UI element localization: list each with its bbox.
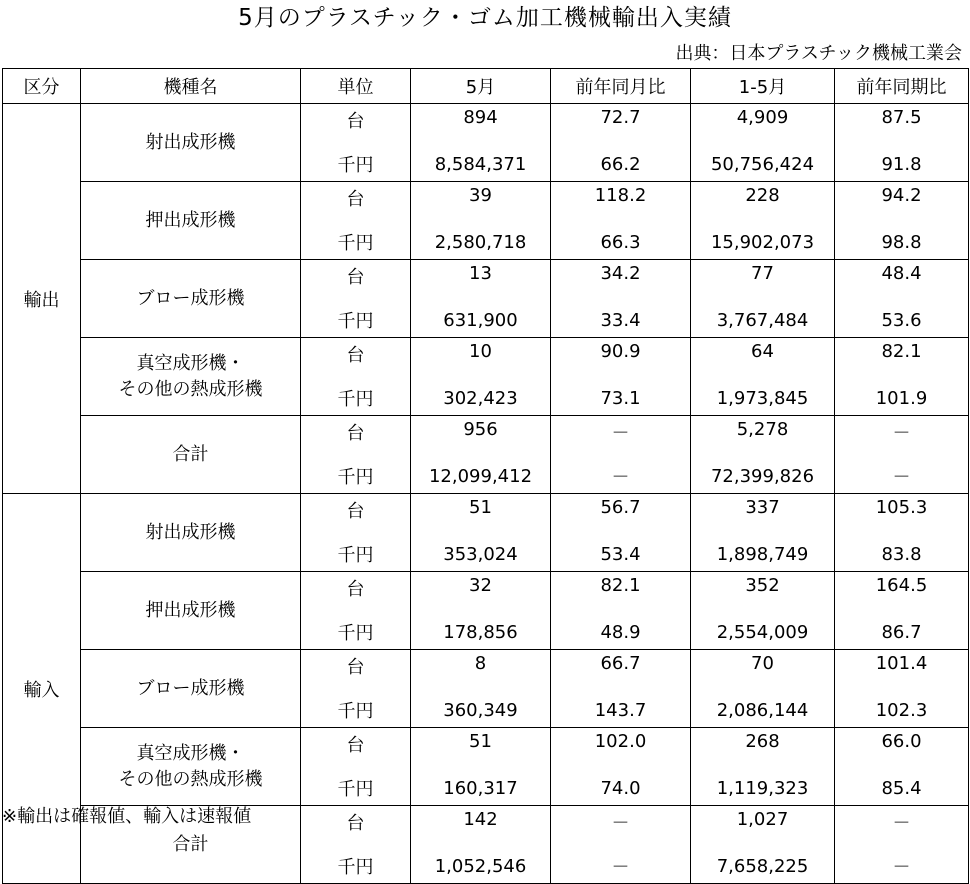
yoy-period-value: 98.8 (835, 219, 969, 260)
may-value: 142 (411, 806, 551, 844)
yoy-month-value: 73.1 (551, 375, 691, 416)
may-value: 360,349 (411, 687, 551, 728)
may-value: 12,099,412 (411, 453, 551, 494)
yoy-month-value: 143.7 (551, 687, 691, 728)
yoy-period-value: 82.1 (835, 338, 969, 376)
table-row (3, 260, 969, 298)
may-value: 51 (411, 494, 551, 532)
table-body (3, 104, 969, 884)
yoy-month-value: 66.7 (551, 650, 691, 688)
unit-cell: 千円 (301, 375, 411, 416)
ytd-value: 268 (691, 728, 835, 766)
machine-name-line: 合計 (172, 833, 209, 855)
machine-name (81, 494, 301, 572)
may-value: 39 (411, 182, 551, 220)
unit-cell: 千円 (301, 219, 411, 260)
machine-name (81, 182, 301, 260)
yoy-month-value: 90.9 (551, 338, 691, 376)
machine-name-line: 射出成形機 (145, 131, 236, 153)
may-value: 178,856 (411, 609, 551, 650)
footnote: ※輸出は確報値、輸入は速報値 (2, 806, 252, 827)
unit-cell: 台 (301, 650, 411, 688)
yoy-period-value: 101.4 (835, 650, 969, 688)
yoy-month-value: 74.0 (551, 765, 691, 806)
table-row (3, 104, 969, 142)
table-row (3, 416, 969, 454)
may-value: 353,024 (411, 531, 551, 572)
page-title: 5月のプラスチック・ゴム加工機械輸出入実績 (238, 5, 732, 31)
table-row (3, 338, 969, 376)
header-unit: 単位 (301, 69, 411, 104)
yoy-period-value: 105.3 (835, 494, 969, 532)
unit-cell: 千円 (301, 765, 411, 806)
may-value: 302,423 (411, 375, 551, 416)
ytd-value: 1,119,323 (691, 765, 835, 806)
ytd-value: 77 (691, 260, 835, 298)
yoy-period-value: － (835, 843, 969, 884)
machine-name-line: 押出成形機 (145, 599, 236, 621)
may-value: 631,900 (411, 297, 551, 338)
yoy-period-value: 85.4 (835, 765, 969, 806)
trade-table (2, 68, 969, 884)
ytd-value: 2,086,144 (691, 687, 835, 728)
ytd-value: 1,973,845 (691, 375, 835, 416)
ytd-value: 352 (691, 572, 835, 610)
yoy-month-value: 56.7 (551, 494, 691, 532)
header-ytd: 1-5月 (691, 69, 835, 104)
may-value: 13 (411, 260, 551, 298)
yoy-period-value: 86.7 (835, 609, 969, 650)
ytd-value: 1,898,749 (691, 531, 835, 572)
may-value: 2,580,718 (411, 219, 551, 260)
may-value: 32 (411, 572, 551, 610)
yoy-period-value: 66.0 (835, 728, 969, 766)
machine-name-line: 合計 (172, 443, 209, 465)
may-value: 956 (411, 416, 551, 454)
yoy-period-value: － (835, 806, 969, 844)
machine-name (81, 260, 301, 338)
ytd-value: 72,399,826 (691, 453, 835, 494)
yoy-period-value: 48.4 (835, 260, 969, 298)
ytd-value: 4,909 (691, 104, 835, 142)
machine-name-line: 真空成形機・ (136, 352, 245, 374)
unit-cell: 千円 (301, 141, 411, 182)
source-credit: 出典：日本プラスチック機械工業会 (675, 43, 962, 64)
yoy-period-value: 101.9 (835, 375, 969, 416)
unit-cell: 台 (301, 806, 411, 844)
may-value: 8 (411, 650, 551, 688)
header-may: 5月 (411, 69, 551, 104)
yoy-period-value: 91.8 (835, 141, 969, 182)
header-category: 区分 (3, 69, 81, 104)
ytd-value: 5,278 (691, 416, 835, 454)
unit-cell: 台 (301, 494, 411, 532)
unit-cell: 台 (301, 260, 411, 298)
yoy-month-value: － (551, 453, 691, 494)
ytd-value: 228 (691, 182, 835, 220)
machine-name (81, 416, 301, 494)
machine-name-line: ブロー成形機 (136, 677, 245, 699)
section-label: 輸入 (3, 494, 81, 884)
yoy-period-value: 164.5 (835, 572, 969, 610)
yoy-month-value: － (551, 843, 691, 884)
may-value: 51 (411, 728, 551, 766)
yoy-month-value: 48.9 (551, 609, 691, 650)
yoy-month-value: 66.3 (551, 219, 691, 260)
unit-cell: 千円 (301, 843, 411, 884)
may-value: 894 (411, 104, 551, 142)
ytd-value: 15,902,073 (691, 219, 835, 260)
machine-name-line: 真空成形機・ (136, 742, 245, 764)
ytd-value: 64 (691, 338, 835, 376)
yoy-month-value: － (551, 416, 691, 454)
ytd-value: 2,554,009 (691, 609, 835, 650)
header-yoy-month: 前年同月比 (551, 69, 691, 104)
header-machine: 機種名 (81, 69, 301, 104)
machine-name (81, 572, 301, 650)
unit-cell: 台 (301, 416, 411, 454)
ytd-value: 50,756,424 (691, 141, 835, 182)
table-row (3, 494, 969, 532)
unit-cell: 台 (301, 572, 411, 610)
yoy-period-value: － (835, 453, 969, 494)
yoy-month-value: 33.4 (551, 297, 691, 338)
table-row (3, 728, 969, 766)
ytd-value: 337 (691, 494, 835, 532)
unit-cell: 千円 (301, 297, 411, 338)
ytd-value: 7,658,225 (691, 843, 835, 884)
table-row (3, 182, 969, 220)
unit-cell: 台 (301, 338, 411, 376)
section-label: 輸出 (3, 104, 81, 494)
machine-name-line: その他の熱成形機 (118, 378, 263, 400)
yoy-month-value: 34.2 (551, 260, 691, 298)
unit-cell: 千円 (301, 609, 411, 650)
machine-name-line: 押出成形機 (145, 209, 236, 231)
yoy-period-value: 87.5 (835, 104, 969, 142)
yoy-period-value: 53.6 (835, 297, 969, 338)
yoy-period-value: 83.8 (835, 531, 969, 572)
ytd-value: 1,027 (691, 806, 835, 844)
yoy-month-value: － (551, 806, 691, 844)
may-value: 1,052,546 (411, 843, 551, 884)
machine-name (81, 728, 301, 806)
machine-name-line: 射出成形機 (145, 521, 236, 543)
yoy-month-value: 72.7 (551, 104, 691, 142)
unit-cell: 台 (301, 104, 411, 142)
ytd-value: 3,767,484 (691, 297, 835, 338)
machine-name (81, 104, 301, 182)
unit-cell: 千円 (301, 687, 411, 728)
yoy-month-value: 102.0 (551, 728, 691, 766)
unit-cell: 千円 (301, 453, 411, 494)
machine-name-line: その他の熱成形機 (118, 768, 263, 790)
machine-name (81, 650, 301, 728)
yoy-period-value: － (835, 416, 969, 454)
table-row (3, 650, 969, 688)
may-value: 160,317 (411, 765, 551, 806)
header-row (3, 69, 969, 104)
table-row (3, 572, 969, 610)
ytd-value: 70 (691, 650, 835, 688)
unit-cell: 台 (301, 728, 411, 766)
header-yoy-period: 前年同期比 (835, 69, 969, 104)
machine-name (81, 338, 301, 416)
yoy-period-value: 102.3 (835, 687, 969, 728)
machine-name-line: ブロー成形機 (136, 287, 245, 309)
may-value: 10 (411, 338, 551, 376)
may-value: 8,584,371 (411, 141, 551, 182)
yoy-month-value: 66.2 (551, 141, 691, 182)
yoy-month-value: 118.2 (551, 182, 691, 220)
unit-cell: 千円 (301, 531, 411, 572)
yoy-month-value: 82.1 (551, 572, 691, 610)
yoy-month-value: 53.4 (551, 531, 691, 572)
unit-cell: 台 (301, 182, 411, 220)
yoy-period-value: 94.2 (835, 182, 969, 220)
